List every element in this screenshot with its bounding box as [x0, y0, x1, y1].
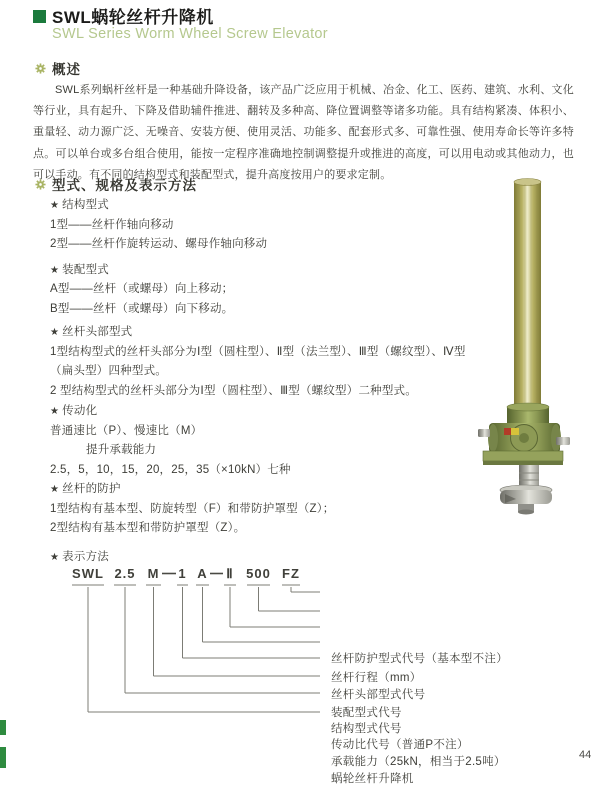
spec-item-text: 装配型式 [62, 263, 109, 276]
designation-code-segment: 2.5 [114, 566, 136, 581]
spec-heading-text: 型式、规格及表示方法 [52, 178, 197, 193]
designation-label: 丝杆头部型式代号 [331, 689, 426, 701]
designation-code-segment: M [147, 566, 160, 581]
gear-icon [35, 63, 46, 74]
spec-item-text: 传动化 [62, 405, 98, 417]
spec-item-text: 2.5，5，10，15，20，25，35（×10kN）七种 [50, 463, 291, 476]
gear-icon [35, 179, 46, 190]
spec-item-text: 2型——丝杆作旋转运动、螺母作轴向移动 [50, 238, 268, 250]
spec-section-heading [35, 174, 197, 194]
page-edge-mark [0, 720, 6, 735]
spec-item [50, 323, 486, 343]
star-bullet-icon: ★ [50, 406, 60, 417]
spec-item-text: 提升承载能力 [86, 444, 157, 456]
spec-list [50, 196, 486, 567]
spec-item-text: 1型结构型式的丝杆头部分为Ⅰ型（圆柱型）、Ⅱ型（法兰型）、Ⅲ型（螺纹型）、Ⅳ型（扁头型）四种型式。 [50, 345, 466, 377]
designation-code-segment: FZ [282, 566, 300, 581]
designation-label: 传动比代号（普通P不注） [331, 739, 469, 751]
spec-item-text: 2 型结构型式的丝杆头部分为Ⅰ型（圆柱型）、Ⅲ型（螺纹型）二种型式。 [50, 384, 417, 397]
star-bullet-icon: ★ [50, 264, 60, 276]
spec-item-text: B型——丝杆（或螺母）向下移动。 [50, 302, 234, 315]
product-photo [443, 172, 597, 518]
designation-code-segment: 1 [178, 566, 187, 581]
spec-item-text: 结构型式 [62, 199, 109, 211]
star-bullet-icon: ★ [50, 484, 60, 495]
spec-item-text: A型——丝杆（或螺母）向上移动； [50, 283, 234, 295]
designation-diagram [0, 560, 600, 801]
designation-label: 结构型式代号 [331, 723, 402, 735]
star-bullet-icon: ★ [50, 327, 60, 338]
input-shaft-right [556, 437, 570, 445]
star-bullet-icon: ★ [50, 551, 60, 563]
spec-item [50, 382, 486, 402]
nameplate [504, 428, 511, 435]
spec-item-text: 1型结构有基本型、防旋转型（F）和带防护罩型（Z）； [50, 502, 335, 515]
spec-item [50, 216, 486, 236]
spec-item-text: 普通速比（P）、慢速比（M） [50, 424, 203, 437]
page-edge-mark [0, 747, 6, 768]
designation-label: 装配型式代号 [331, 707, 402, 719]
spec-item [50, 519, 486, 539]
spec-item [50, 500, 486, 520]
spec-item-text: 丝杆的防护 [62, 483, 121, 495]
designation-label: 丝杆防护型式代号（基本型不注） [331, 653, 508, 665]
header-green-square [33, 10, 46, 23]
spec-item-text: 丝杆头部型式 [62, 326, 133, 338]
designation-code-segment: A [197, 566, 208, 581]
overview-paragraph: SWL系列蜗杆丝杆是一种基础升降设备，该产品广泛应用于机械、冶金、化工、医药、建筑、水利、文化等行业，具有起升、下降及借助辅件推进、翻转及多种高、降位置调整等诸多功能。具有结构紧凑、体积小、重量轻、动力源广泛、无噪音、安装方便、使用灵活、功能多、配套形式多、可靠性强、使用寿命长等许多特点。可以单台或多台组合使用，能按一定程序准确地控制调整提升或推进的高度，可以用电动或其他动力，也可以手动。有不同的结构型式和装配型式，提升高度按用户的要求定制。 [33, 84, 574, 181]
spec-item [50, 235, 486, 255]
designation-code-segment: SWL [72, 566, 104, 581]
spec-item-text: 1型——丝杆作轴向移动 [50, 218, 174, 231]
designation-label: 蜗轮丝杆升降机 [331, 773, 414, 785]
designation-code-segment: 500 [246, 566, 271, 581]
spec-item-text: 2型结构有基本型和带防护罩型（Z）。 [50, 522, 246, 534]
spec-item [50, 480, 486, 500]
input-shaft-left [478, 429, 490, 437]
base-plate [483, 451, 563, 461]
spec-item [50, 196, 486, 216]
spec-item-text: 表示方法 [62, 550, 109, 563]
spec-item [50, 402, 486, 422]
overview-heading-text: 概述 [52, 62, 81, 77]
spec-item [50, 300, 486, 320]
overview-section-heading [35, 58, 81, 78]
designation-label: 承载能力（25kN，相当于2.5吨） [331, 756, 506, 768]
spec-item [50, 422, 486, 442]
spec-item [50, 343, 486, 382]
page-subtitle: SWL Series Worm Wheel Screw Elevator [52, 26, 328, 42]
page-title: SWL蜗轮丝杆升降机 [52, 8, 214, 27]
designation-code-segment: Ⅱ [226, 566, 234, 581]
star-bullet-icon: ★ [50, 200, 60, 211]
page-number: 44 [579, 749, 592, 761]
spec-item [50, 261, 486, 281]
designation-label: 丝杆行程（mm） [331, 672, 422, 684]
spec-item [50, 441, 486, 461]
spec-item [50, 280, 486, 300]
spec-item [50, 461, 486, 481]
